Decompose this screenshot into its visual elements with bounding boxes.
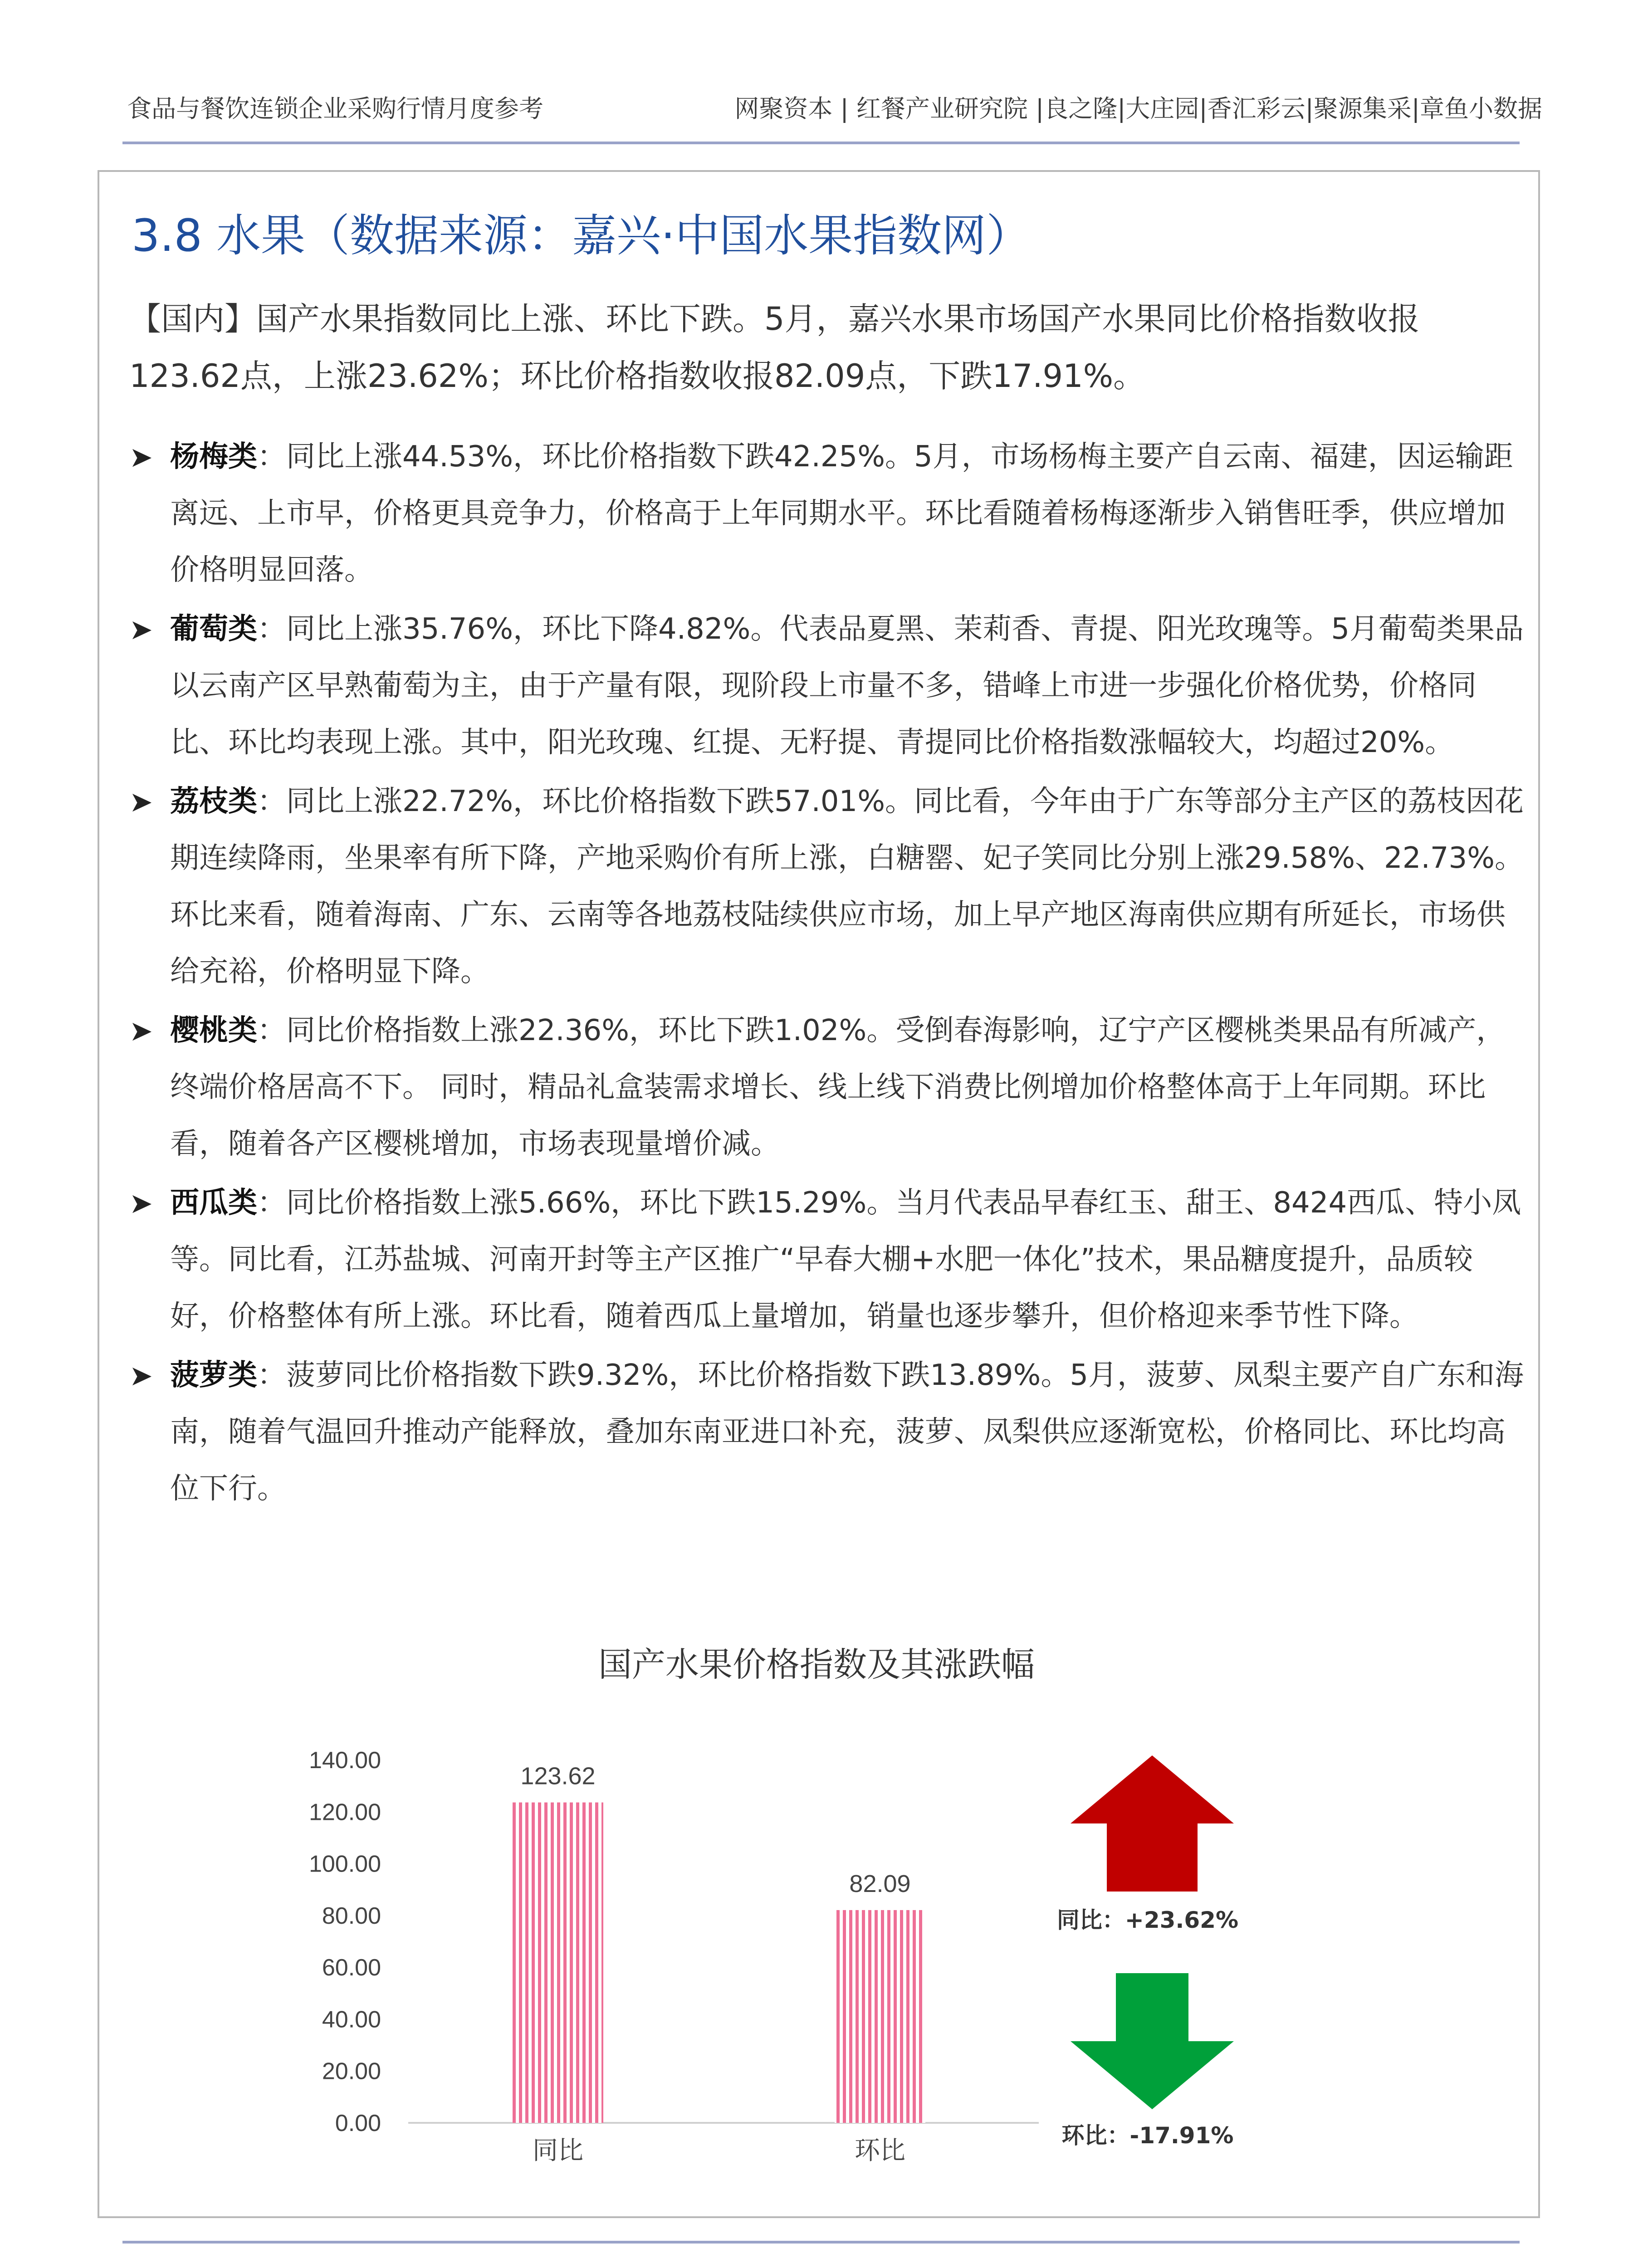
page-header xyxy=(127,91,1542,127)
y-tick-label: 60.00 xyxy=(322,1955,381,1981)
bar xyxy=(835,1910,925,2123)
footer-divider xyxy=(122,2241,1520,2244)
item-text: ：同比上涨44.53%，环比价格指数下跌42.25%。5月，市场杨梅主要产自云南、福建，因运输距离远、上市早，价格更具竞争力，价格高于上年同期水平。环比看随着杨梅逐渐步入销售旺季，供应增加价格明显回落。 xyxy=(170,440,1513,587)
arrow-bullet-icon: ➤ xyxy=(129,1359,153,1392)
y-tick-label: 100.00 xyxy=(308,1851,381,1877)
list-item-grape xyxy=(129,601,1526,771)
arrow-bullet-icon: ➤ xyxy=(129,1187,153,1220)
annotations xyxy=(1057,1755,1238,2149)
item-text: ：同比上涨35.76%，环比下降4.82%。代表品夏黑、茉莉香、青提、阳光玫瑰等。5月葡萄类果品以云南产区早熟葡萄为主，由于产量有限，现阶段上市量不多，错峰上市进一步强化价格优势，价格同比、环比均表现上涨。其中，阳光玫瑰、红提、无籽提、青提同比价格指数涨幅较大，均超过20%。 xyxy=(170,612,1524,759)
y-axis xyxy=(309,1747,381,2136)
list-item-lychee xyxy=(129,773,1526,1000)
bars xyxy=(513,1763,925,2165)
item-text: ：同比价格指数上涨5.66%，环比下跌15.29%。当月代表品早春红玉、甜王、8424西瓜、特小凤等。同比看，江苏盐城、河南开封等主产区推广“早春大棚+水肥一体化”技术，果品糖度提升，品质较好，价格整体有所上涨。环比看，随着西瓜上量增加，销量也逐步攀升，但价格迎来季节性下降。 xyxy=(170,1186,1521,1333)
y-tick-label: 0.00 xyxy=(335,2110,381,2136)
chart-title: 国产水果价格指数及其涨跌幅 xyxy=(598,1645,1035,1684)
x-tick-label: 同比 xyxy=(533,2136,583,2165)
header-report-title: 食品与餐饮连锁企业采购行情月度参考 xyxy=(127,94,543,123)
yoy-change-label: 同比：+23.62% xyxy=(1056,1907,1239,1933)
bar xyxy=(513,1803,603,2123)
header-divider xyxy=(122,142,1520,144)
header-sources: 网聚资本 | 红餐产业研究院 |良之隆|大庄园|香汇彩云|聚源集采|章鱼小数据 xyxy=(734,94,1542,123)
y-tick-label: 140.00 xyxy=(308,1747,381,1774)
y-tick-label: 20.00 xyxy=(322,2058,381,2085)
item-name: 葡萄类 xyxy=(170,612,257,646)
arrow-bullet-icon: ➤ xyxy=(129,440,153,474)
item-name: 樱桃类 xyxy=(170,1014,257,1047)
mom-change-label: 环比：-17.91% xyxy=(1061,2122,1234,2149)
item-text: ：同比上涨22.72%，环比价格指数下跌57.01%。同比看，今年由于广东等部分主产区的荔枝因花期连续降雨，坐果率有所下降，产地采购价有所上涨，白糖罂、妃子笑同比分别上涨29.58%、22.73%。环比来看，随着海南、广东、云南等各地荔枝陆续供应市场，加上早产地区海南供应期有所延长，市场供给充裕，价格明显下降。 xyxy=(170,785,1524,988)
y-tick-label: 120.00 xyxy=(308,1799,381,1826)
page-number xyxy=(771,2266,862,2268)
item-name: 杨梅类 xyxy=(170,440,257,474)
item-name: 荔枝类 xyxy=(170,785,257,818)
list-item-cherry xyxy=(129,1002,1526,1173)
list-item-yangmei xyxy=(129,429,1526,599)
x-tick-label: 环比 xyxy=(855,2136,905,2165)
item-text: ：同比价格指数上涨22.36%，环比下跌1.02%。受倒春海影响，辽宁产区樱桃类果品有所减产，终端价格居高不下。 同时，精品礼盒装需求增长、线上线下消费比例增加价格整体高于上年同期。环比看，随着各产区樱桃增加，市场表现量增价减。 xyxy=(170,1014,1506,1161)
price-index-chart xyxy=(290,1724,1306,2177)
section-title: 3.8 水果（数据来源：嘉兴·中国水果指数网） xyxy=(132,210,1031,262)
up-arrow-icon xyxy=(1071,1755,1234,1892)
y-tick-label: 80.00 xyxy=(322,1902,381,1929)
item-name: 西瓜类 xyxy=(170,1186,257,1220)
bar-value-label: 82.09 xyxy=(849,1870,911,1897)
arrow-bullet-icon: ➤ xyxy=(129,785,153,818)
arrow-bullet-icon: ➤ xyxy=(129,1014,153,1047)
fruit-list xyxy=(129,429,1526,1520)
item-name: 菠萝类 xyxy=(170,1359,257,1392)
y-tick-label: 40.00 xyxy=(322,2006,381,2033)
item-text: ：菠萝同比价格指数下跌9.32%，环比价格指数下跌13.89%。5月，菠萝、凤梨主要产自广东和海南，随着气温回升推动产能释放，叠加东南亚进口补充，菠萝、凤梨供应逐渐宽松，价格同比、环比均高位下行。 xyxy=(170,1359,1524,1505)
list-item-watermelon xyxy=(129,1175,1526,1345)
down-arrow-icon xyxy=(1071,1973,1234,2109)
intro-paragraph: 【国内】国产水果指数同比上涨、环比下跌。5月，嘉兴水果市场国产水果同比价格指数收报123.62点，上涨23.62%；环比价格指数收报82.09点，下跌17.91%。 xyxy=(129,300,1420,395)
list-item-pineapple xyxy=(129,1347,1526,1517)
bar-value-label: 123.62 xyxy=(520,1762,596,1790)
arrow-bullet-icon: ➤ xyxy=(129,613,153,646)
